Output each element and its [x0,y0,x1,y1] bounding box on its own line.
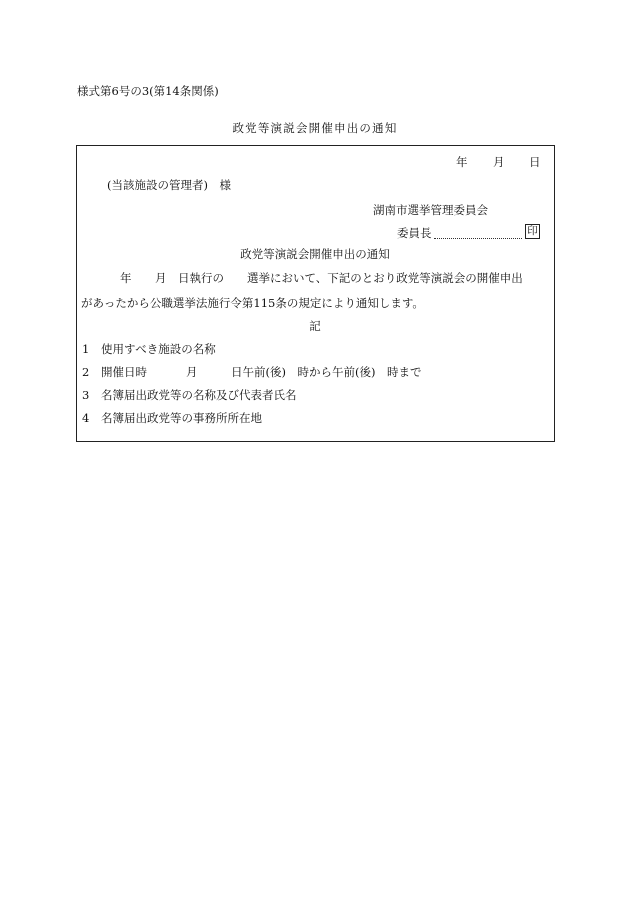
date-month-label: 月 [493,155,505,169]
item-number: 2 [82,365,90,379]
item-month-label: 月 [186,365,198,379]
item-number: 4 [82,411,90,425]
body-text-line-2: があったから公職選挙法施行令第115条の規定により通知します。 [81,296,424,310]
body-text-line-1: 日執行の 選挙において、下記のとおり政党等演説会の開催申出 [178,271,523,285]
document-title: 政党等演説会開催申出の通知 [232,121,398,135]
item-text: 使用すべき施設の名称 [101,342,216,356]
body-year-label: 年 [120,271,132,285]
signature-dotted-line [434,238,522,239]
item-text: 名簿届出政党等の事務所所在地 [101,411,262,425]
form-number: 様式第6号の3(第14条関係) [77,84,219,98]
item-text: 開催日時 [101,365,147,379]
notice-title: 政党等演説会開催申出の通知 [240,247,390,261]
item-number: 3 [82,388,90,402]
seal-stamp-box: 印 [525,224,540,239]
item-number: 1 [82,342,90,356]
issuer: 湖南市選挙管理委員会 [373,203,488,217]
ki-heading: 記 [309,319,321,333]
date-day-label: 日 [529,155,541,169]
addressee: (当該施設の管理者) 様 [107,178,231,192]
chair-label: 委員長 [397,226,432,240]
date-year-label: 年 [456,155,468,169]
item-time-text: 日午前(後) 時から午前(後) 時まで [231,365,422,379]
item-text: 名簿届出政党等の名称及び代表者氏名 [101,388,297,402]
body-month-label: 月 [155,271,167,285]
